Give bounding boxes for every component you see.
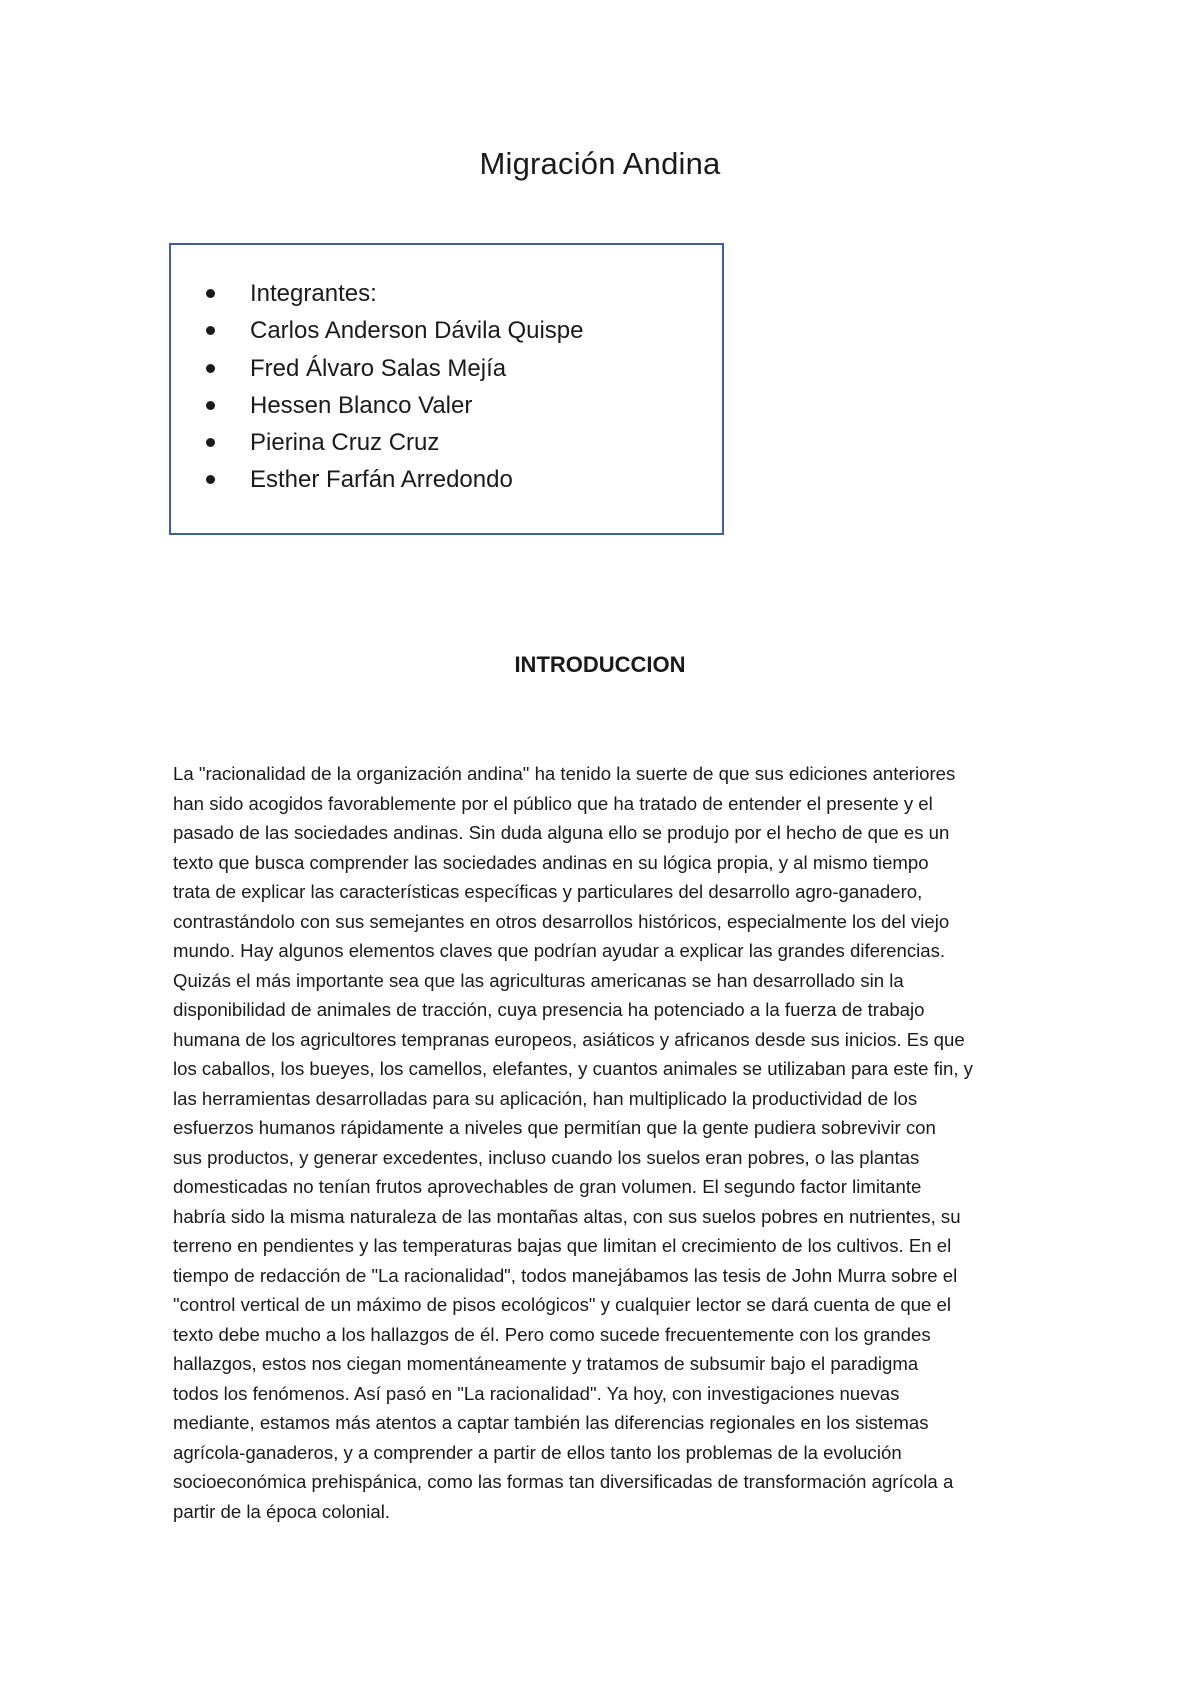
intro-paragraph <box>173 759 1043 1526</box>
paragraph-line: han sido acogidos favorablemente por el público que ha tratado de entender el presente y el <box>173 792 933 814</box>
paragraph-line: los caballos, los bueyes, los camellos, elefantes, y cuantos animales se utilizaban para este fin, y <box>173 1058 973 1079</box>
bullet-icon <box>206 475 215 484</box>
bullet-icon <box>206 326 215 335</box>
paragraph-line: humana de los agricultores tempranas europeos, asiáticos y africanos desde sus inicios. Es que <box>173 1028 965 1050</box>
members-list-item <box>206 275 584 312</box>
paragraph-line: todos los fenómenos. Así pasó en "La racionalidad". Ya hoy, con investigaciones nuevas <box>173 1382 900 1404</box>
paragraph-line: tiempo de redacción de "La racionalidad", todos manejábamos las tesis de John Murra sobre el <box>173 1264 958 1286</box>
members-list-item <box>206 350 584 387</box>
paragraph-line: pasado de las sociedades andinas. Sin duda alguna ello se produjo por el hecho de que es un <box>173 822 950 843</box>
paragraph-line: trata de explicar las características específicas y particulares del desarrollo agro-ganadero, <box>173 881 923 902</box>
members-box <box>169 243 724 535</box>
paragraph-line: sus productos, y generar excedentes, incluso cuando los suelos eran pobres, o las plantas <box>173 1146 920 1168</box>
members-list-item <box>206 312 584 349</box>
members-list-item <box>206 424 584 461</box>
paragraph-line: texto que busca comprender las sociedades andinas en su lógica propia, y al mismo tiempo <box>173 851 929 873</box>
paragraph-line: partir de la época colonial. <box>173 1500 391 1522</box>
paragraph-line: mundo. Hay algunos elementos claves que podrían ayudar a explicar las grandes diferencias. <box>173 940 946 961</box>
bullet-icon <box>206 289 215 298</box>
paragraph-line: esfuerzos humanos rápidamente a niveles que permitían que la gente pudiera sobrevivir con <box>173 1117 936 1138</box>
member-name: Carlos Anderson Dávila Quispe <box>250 317 584 345</box>
paragraph-line: domesticadas no tenían frutos aprovechables de gran volumen. El segundo factor limitante <box>173 1176 922 1197</box>
bullet-icon <box>206 438 215 447</box>
paragraph-line: mediante, estamos más atentos a captar también las diferencias regionales en los sistemas <box>173 1412 929 1433</box>
members-list <box>206 275 584 499</box>
paragraph-line: La "racionalidad de la organización andina" ha tenido la suerte de que sus ediciones anteriores <box>173 763 956 784</box>
members-heading: Integrantes: <box>250 280 377 307</box>
paragraph-line: Quizás el más importante sea que las agriculturas americanas se han desarrollado sin la <box>173 969 904 991</box>
paragraph-line: habría sido la misma naturaleza de las montañas altas, con sus suelos pobres en nutrientes, su <box>173 1205 961 1227</box>
paragraph-line: las herramientas desarrolladas para su aplicación, han multiplicado la productividad de los <box>173 1087 918 1109</box>
paragraph-line: hallazgos, estos nos ciegan momentáneamente y tratamos de subsumir bajo el paradigma <box>173 1353 919 1374</box>
member-name: Esther Farfán Arredondo <box>250 466 513 494</box>
member-name: Fred Álvaro Salas Mejía <box>250 354 507 382</box>
paragraph-line: texto debe mucho a los hallazgos de él. Pero como sucede frecuentemente con los grandes <box>173 1323 931 1345</box>
paragraph-line: disponibilidad de animales de tracción, cuya presencia ha potenciado a la fuerza de trabajo <box>173 999 925 1020</box>
paragraph-line: contrastándolo con sus semejantes en otros desarrollos históricos, especialmente los del viejo <box>173 910 950 932</box>
paragraph-line: "control vertical de un máximo de pisos ecológicos" y cualquier lector se dará cuenta de que el <box>173 1294 952 1315</box>
bullet-icon <box>206 364 215 373</box>
section-heading: INTRODUCCION <box>514 652 686 677</box>
paragraph-line: terreno en pendientes y las temperaturas bajas que limitan el crecimiento de los cultivos. En el <box>173 1235 952 1256</box>
paragraph-line: agrícola-ganaderos, y a comprender a partir de ellos tanto los problemas de la evolución <box>173 1441 902 1463</box>
member-name: Hessen Blanco Valer <box>250 391 473 419</box>
bullet-icon <box>206 401 215 410</box>
member-name: Pierina Cruz Cruz <box>250 429 440 457</box>
members-list-item <box>206 387 584 424</box>
document-title: Migración Andina <box>479 146 721 181</box>
members-list-item <box>206 461 584 498</box>
paragraph-line: socioeconómica prehispánica, como las formas tan diversificadas de transformación agrícola a <box>173 1471 954 1492</box>
